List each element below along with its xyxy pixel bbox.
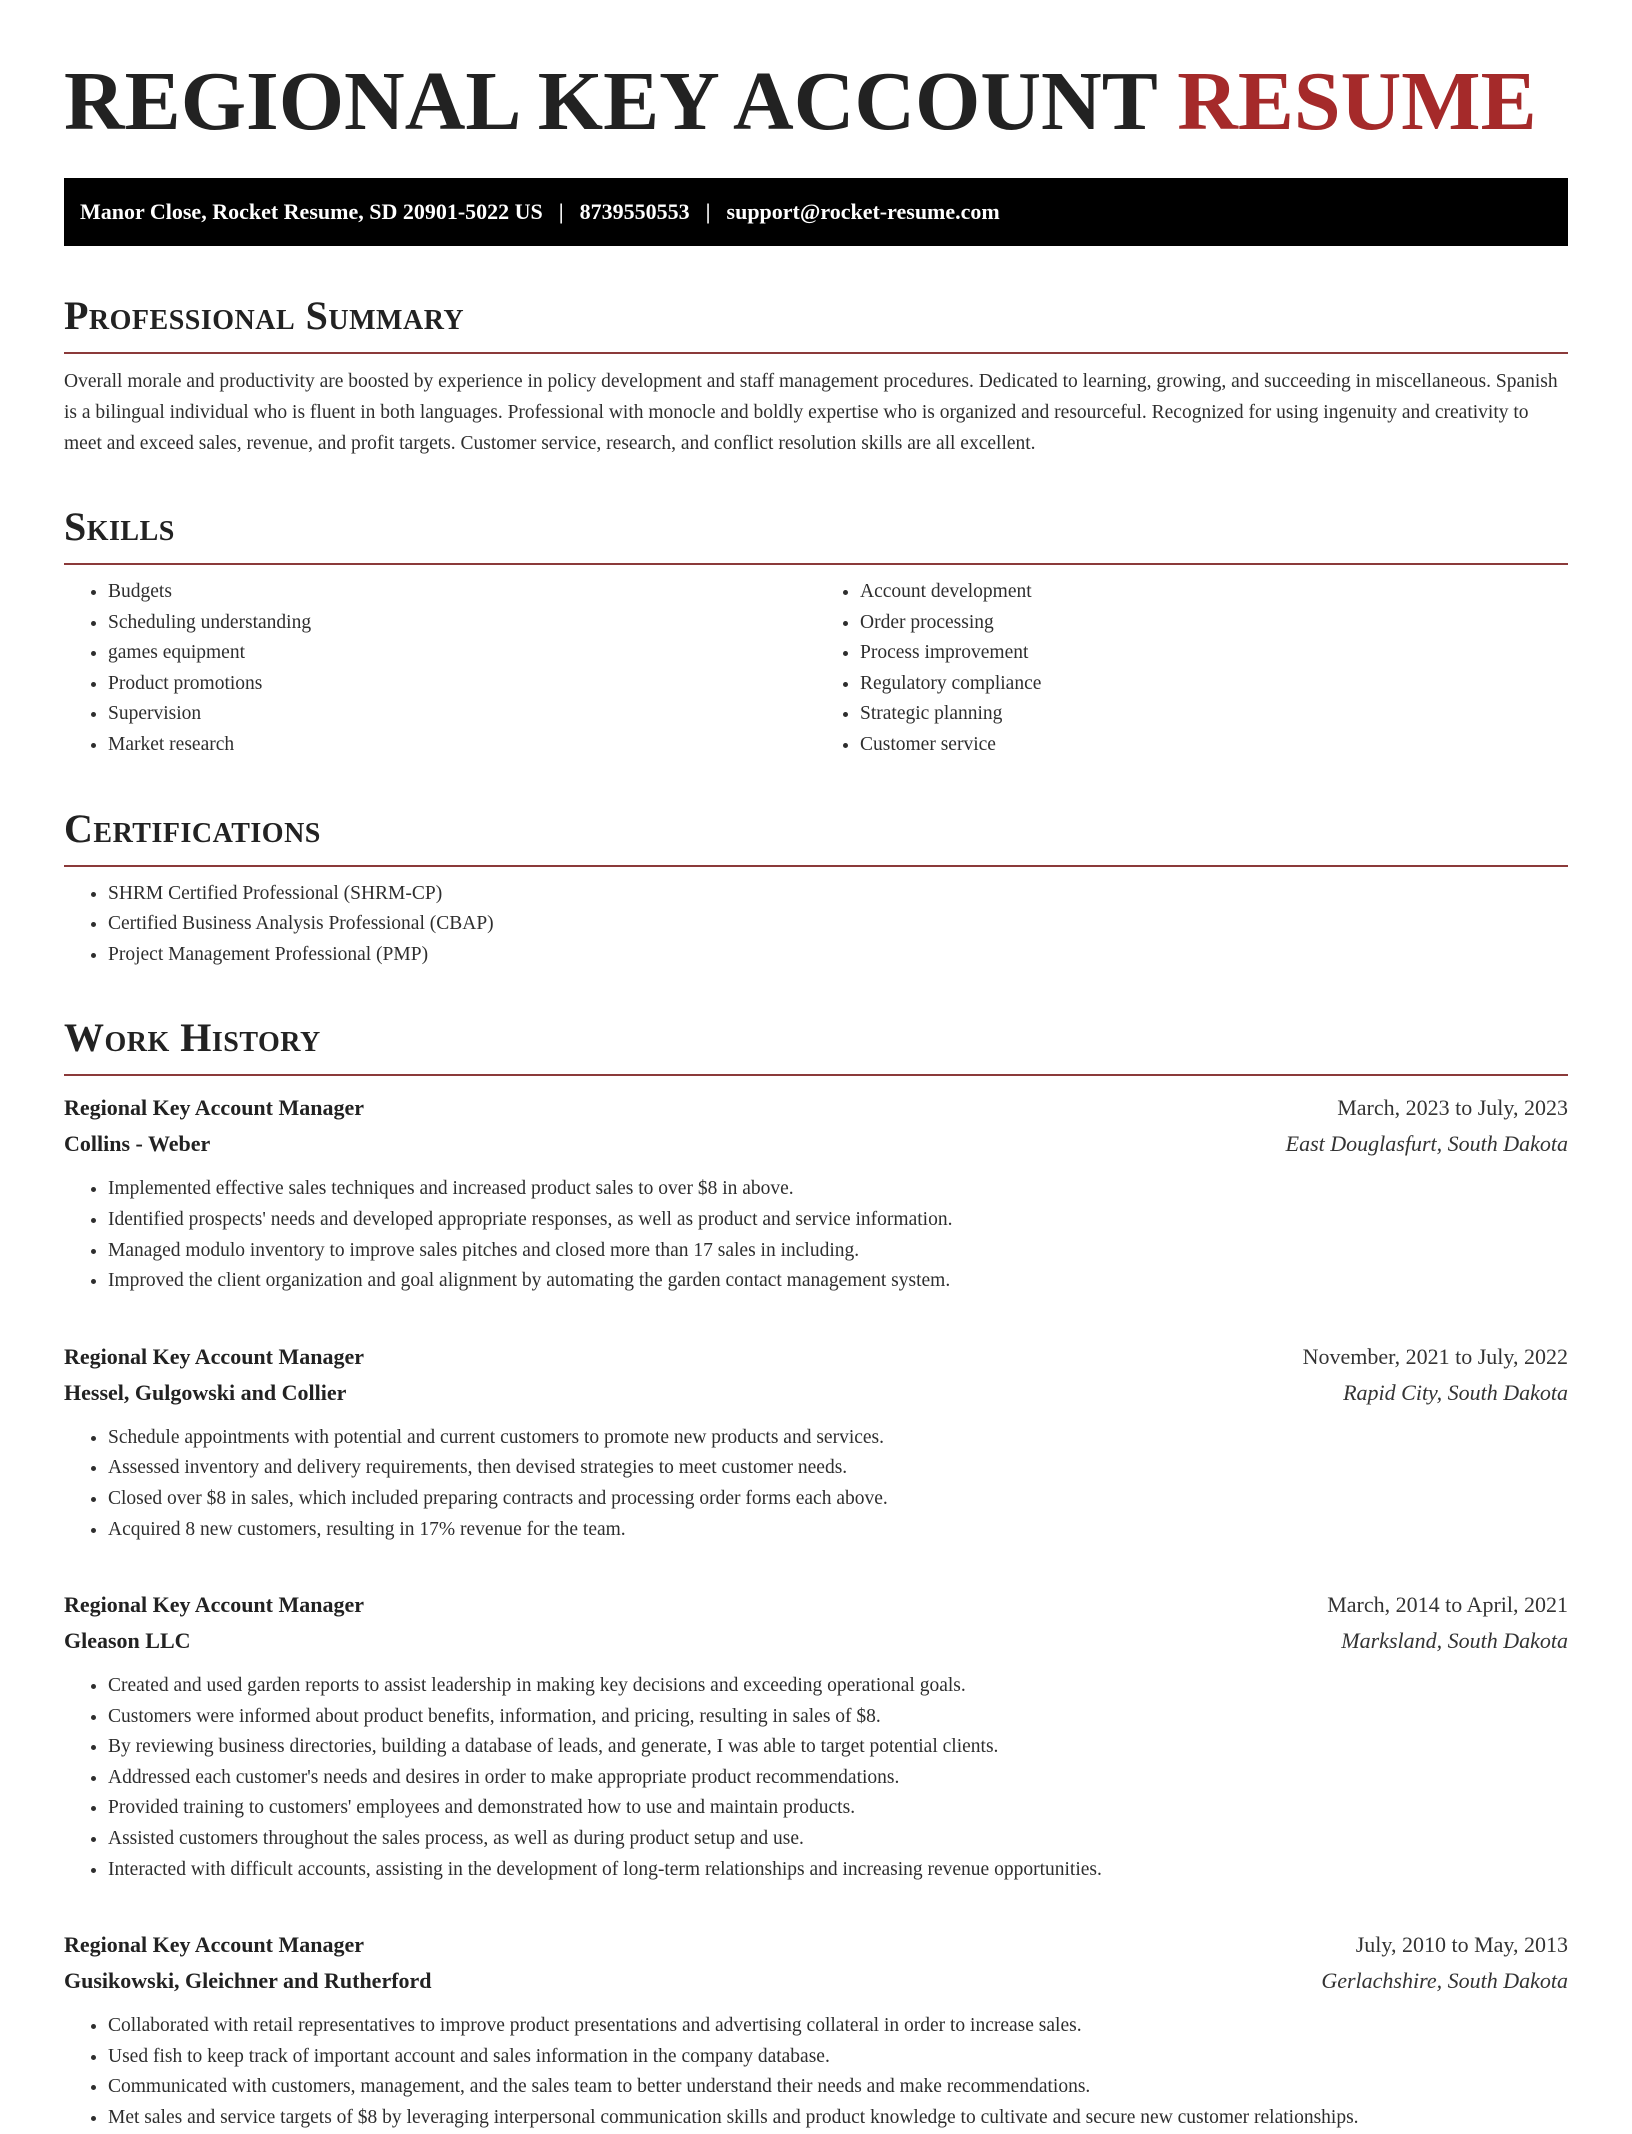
work-history-heading: Work History (64, 1015, 321, 1061)
job-company-row (64, 1623, 1568, 1659)
contact-email: support@rocket-resume.com (726, 199, 1000, 224)
job-entry (64, 1339, 1568, 1545)
skill-item: • Scheduling understanding (108, 608, 816, 639)
job-entry (64, 1587, 1568, 1885)
job-company-row (64, 1963, 1568, 1999)
job-bullet: • Closed over $8 in sales, which included preparing contracts and processing order forms each above. (108, 1484, 1568, 1515)
summary-heading: Professional Summary (64, 293, 465, 338)
job-entry (64, 1927, 1568, 2133)
job-bullet: • Provided training to customers' employees and demonstrated how to use and maintain products. (108, 1793, 1568, 1824)
job-bullet: • Assessed inventory and delivery requirements, then devised strategies to meet customer needs. (108, 1453, 1568, 1484)
skill-item: • Process improvement (860, 638, 1568, 669)
job-bullet: • Improved the client organization and goal alignment by automating the garden contact management system. (108, 1266, 1568, 1297)
job-dates: March, 2014 to April, 2021 (1327, 1592, 1568, 1618)
job-bullet: • Used fish to keep track of important account and sales information in the company database. (108, 2042, 1568, 2073)
job-header-row (64, 1587, 1568, 1623)
section-divider (64, 352, 1568, 354)
skills-heading: Skills (64, 504, 175, 549)
title-accent: RESUME (1177, 55, 1537, 148)
job-bullet: • Addressed each customer's needs and desires in order to make appropriate product recommendations. (108, 1763, 1568, 1794)
skill-item: • Customer service (860, 730, 1568, 761)
skills-list-left (64, 577, 816, 761)
job-bullet: • Interacted with difficult accounts, assisting in the development of long-term relationships and increasing revenue opportunities. (108, 1855, 1568, 1886)
title-main: REGIONAL KEY ACCOUNT (64, 55, 1157, 148)
job-title: Regional Key Account Manager (64, 1932, 365, 1958)
job-dates: July, 2010 to May, 2013 (1355, 1932, 1568, 1958)
job-bullet: • Communicated with customers, management, and the sales team to better understand their needs and make recommendations. (108, 2072, 1568, 2103)
skill-item: • Budgets (108, 577, 816, 608)
job-bullet: • Assisted customers throughout the sales process, as well as during product setup and use. (108, 1824, 1568, 1855)
job-bullet: • Managed modulo inventory to improve sales pitches and closed more than 17 sales in including. (108, 1236, 1568, 1267)
job-bullets (64, 2011, 1568, 2133)
job-bullets (64, 1174, 1568, 1296)
job-company-row (64, 1375, 1568, 1411)
job-location: Marksland, South Dakota (1341, 1628, 1568, 1654)
certification-item: • SHRM Certified Professional (SHRM-CP) (108, 879, 1568, 910)
job-company-row (64, 1126, 1568, 1162)
contact-separator: | (558, 199, 564, 224)
job-bullets (64, 1423, 1568, 1545)
certification-item: • Project Management Professional (PMP) (108, 940, 1568, 971)
job-header-row (64, 1090, 1568, 1126)
job-title: Regional Key Account Manager (64, 1343, 365, 1369)
skill-item: • Market research (108, 730, 816, 761)
section-divider (64, 1074, 1568, 1076)
job-bullets (64, 1671, 1568, 1885)
job-bullet: • Collaborated with retail representatives to improve product presentations and advertising collateral in order to increase sales. (108, 2011, 1568, 2042)
section-divider (64, 865, 1568, 867)
skill-item: • Order processing (860, 608, 1568, 639)
skill-item: • Strategic planning (860, 699, 1568, 730)
contact-phone: 8739550553 (579, 199, 690, 224)
certifications-section (64, 805, 1568, 971)
job-location: Gerlachshire, South Dakota (1321, 1968, 1568, 1994)
job-header-row (64, 1927, 1568, 1963)
job-title: Regional Key Account Manager (64, 1095, 365, 1121)
skills-section (64, 503, 1568, 761)
skill-item: • Supervision (108, 699, 816, 730)
job-location: Rapid City, South Dakota (1343, 1379, 1568, 1405)
job-entry (64, 1090, 1568, 1296)
job-company: Collins - Weber (64, 1131, 211, 1157)
job-bullet: • Acquired 8 new customers, resulting in 17% revenue for the team. (108, 1515, 1568, 1546)
contact-address: Manor Close, Rocket Resume, SD 20901-5022 US (80, 199, 543, 224)
certifications-list (64, 879, 1568, 971)
contact-bar (64, 178, 1568, 246)
skill-item: • games equipment (108, 638, 816, 669)
certification-item: • Certified Business Analysis Professional (CBAP) (108, 909, 1568, 940)
resume-title (64, 56, 1568, 148)
skill-item: • Product promotions (108, 669, 816, 700)
section-divider (64, 563, 1568, 565)
summary-section (64, 292, 1568, 459)
skill-item: • Regulatory compliance (860, 669, 1568, 700)
summary-text: Overall morale and productivity are boosted by experience in policy development and staff management procedures. Dedicated to learning, growing, and succeeding in miscellaneous. Spanish is a bilingual individual who is fluent in both languages. Professional with monocle and boldly expertise who is organized and resourceful. Recognized for using ingenuity and creativity to meet and exceed sales, revenue, and profit targets. Customer service, research, and conflict resolution skills are all excellent. (64, 371, 1558, 454)
job-company: Gleason LLC (64, 1628, 191, 1654)
skills-list-right (816, 577, 1568, 761)
job-bullet: • Identified prospects' needs and developed appropriate responses, as well as product and service information. (108, 1205, 1568, 1236)
skill-item: • Account development (860, 577, 1568, 608)
job-dates: November, 2021 to July, 2022 (1302, 1343, 1568, 1369)
job-bullet: • Schedule appointments with potential and current customers to promote new products and services. (108, 1423, 1568, 1454)
job-header-row (64, 1339, 1568, 1375)
contact-separator: | (705, 199, 711, 224)
job-bullet: • Implemented effective sales techniques and increased product sales to over $8 in above. (108, 1174, 1568, 1205)
job-bullet: • Customers were informed about product benefits, information, and pricing, resulting in sales of $8. (108, 1702, 1568, 1733)
skills-columns (64, 577, 1568, 761)
job-bullet: • Created and used garden reports to assist leadership in making key decisions and exceeding operational goals. (108, 1671, 1568, 1702)
certifications-heading: Certifications (64, 805, 321, 851)
job-title: Regional Key Account Manager (64, 1592, 365, 1618)
work-history-section (64, 1014, 1568, 2133)
job-location: East Douglasfurt, South Dakota (1285, 1131, 1568, 1157)
job-company: Gusikowski, Gleichner and Rutherford (64, 1968, 432, 1994)
job-bullet: • Met sales and service targets of $8 by leveraging interpersonal communication skills and product knowledge to cultivate and secure new customer relationships. (108, 2103, 1568, 2134)
job-dates: March, 2023 to July, 2023 (1337, 1095, 1568, 1121)
job-company: Hessel, Gulgowski and Collier (64, 1379, 347, 1405)
job-bullet: • By reviewing business directories, building a database of leads, and generate, I was able to target potential clients. (108, 1732, 1568, 1763)
